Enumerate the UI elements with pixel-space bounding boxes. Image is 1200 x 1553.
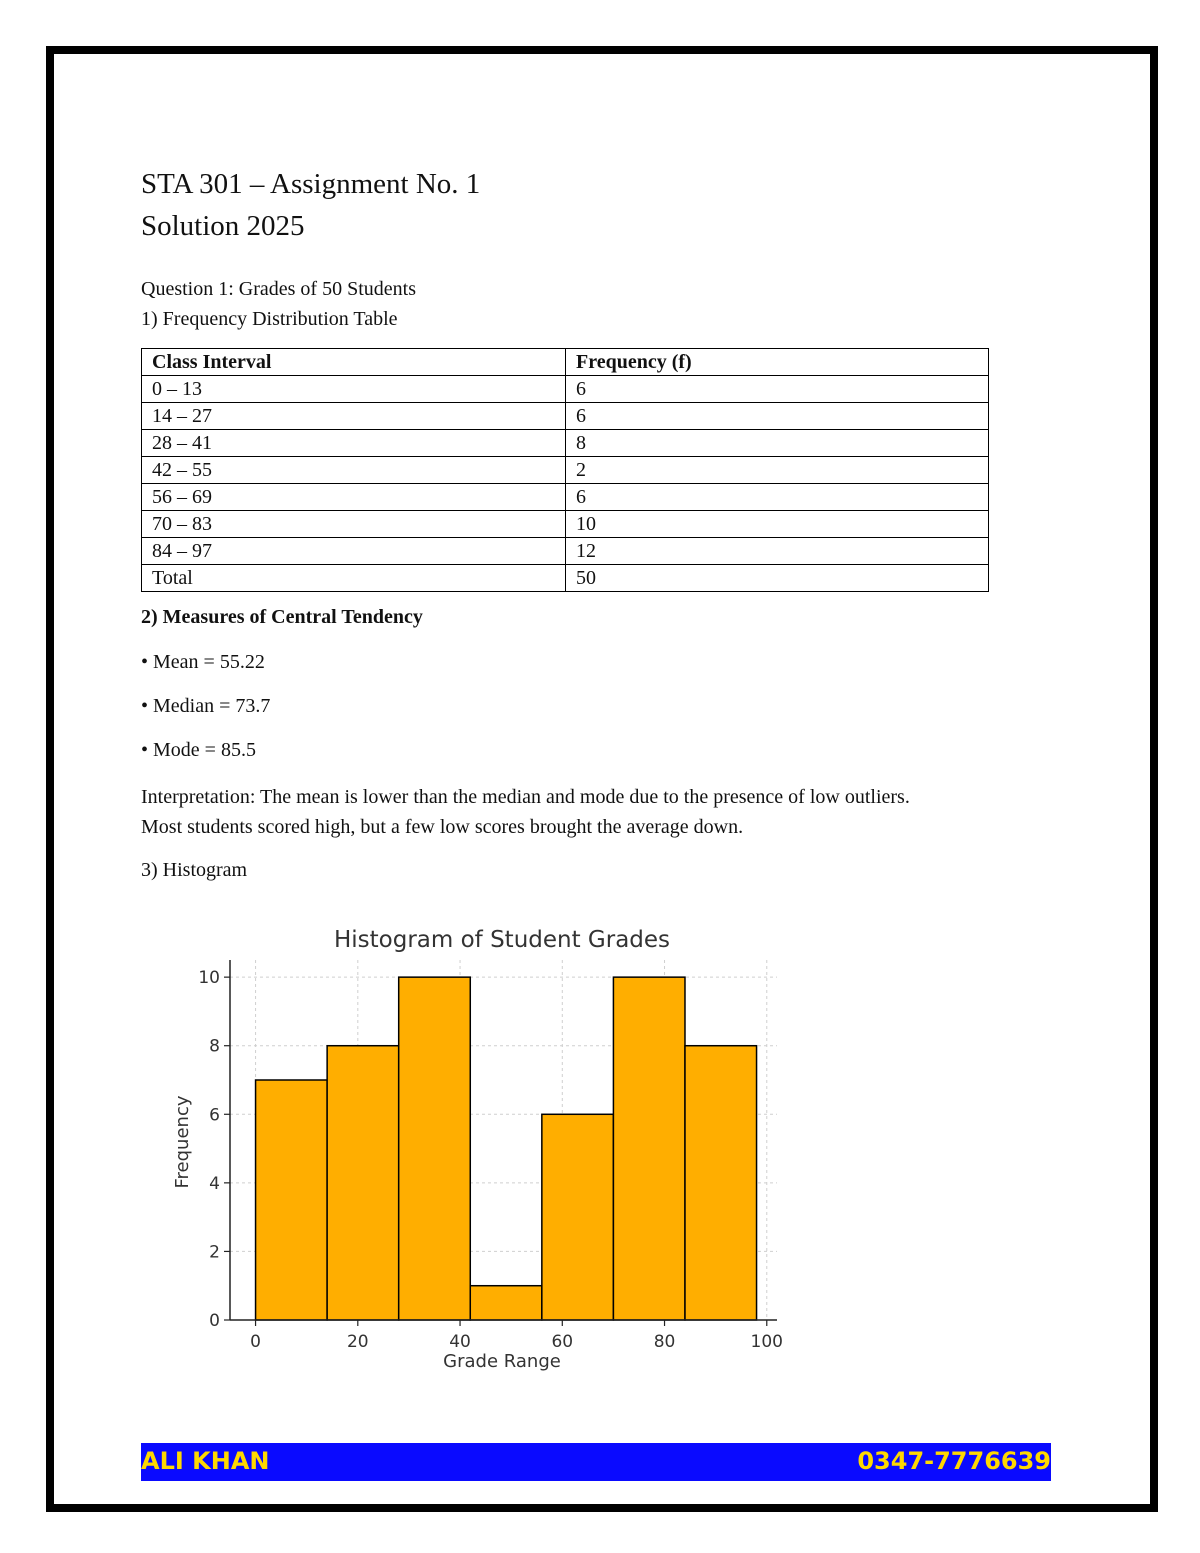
y-axis-label: Frequency	[172, 1095, 193, 1189]
y-tick-label: 4	[209, 1173, 220, 1194]
histogram-bar	[256, 1080, 328, 1320]
chart-title: Histogram of Student Grades	[333, 927, 671, 953]
frequency-cell: 6	[566, 484, 989, 511]
x-tick-label: 20	[346, 1332, 369, 1352]
histogram-bar	[399, 977, 471, 1320]
table-row	[142, 511, 989, 538]
frequency-cell: 8	[566, 430, 989, 457]
footer-banner	[141, 1443, 1051, 1481]
y-tick-label: 2	[209, 1242, 220, 1263]
class-interval-cell: 56 – 69	[142, 484, 566, 511]
class-interval-cell: 0 – 13	[142, 376, 566, 403]
y-tick-label: 6	[209, 1105, 220, 1126]
total-label-cell: Total	[142, 565, 566, 592]
question-heading: Question 1: Grades of 50 Students	[141, 278, 416, 300]
histogram-bar	[542, 1114, 614, 1320]
x-tick-label: 0	[250, 1332, 261, 1352]
y-tick-label: 8	[209, 1036, 220, 1057]
frequency-table	[141, 348, 989, 592]
frequency-cell: 2	[566, 457, 989, 484]
mode-item: • Mode = 85.5	[141, 739, 256, 761]
table-header-row	[142, 349, 989, 376]
table-row	[142, 538, 989, 565]
footer-author-name: ALI KHAN	[141, 1447, 270, 1475]
table-total-row	[142, 565, 989, 592]
total-value-cell: 50	[566, 565, 989, 592]
title-line-2: Solution 2025	[141, 210, 305, 242]
x-tick-label: 80	[653, 1332, 676, 1352]
class-interval-cell: 28 – 41	[142, 430, 566, 457]
y-tick-label: 0	[209, 1311, 220, 1331]
frequency-cell: 6	[566, 376, 989, 403]
table-row	[142, 430, 989, 457]
histogram-bar	[685, 1046, 757, 1320]
class-interval-cell: 84 – 97	[142, 538, 566, 565]
class-interval-cell: 42 – 55	[142, 457, 566, 484]
footer-phone-number: 0347-7776639	[857, 1447, 1051, 1475]
histogram-bars	[256, 977, 757, 1320]
mean-item: • Mean = 55.22	[141, 651, 265, 673]
x-tick-label: 60	[551, 1332, 574, 1352]
histogram-bar	[327, 1046, 399, 1320]
histogram-bar	[613, 977, 685, 1320]
class-interval-cell: 70 – 83	[142, 511, 566, 538]
y-tick-label: 10	[198, 968, 220, 989]
x-axis-label: Grade Range	[443, 1351, 561, 1372]
frequency-cell: 12	[566, 538, 989, 565]
section-3-heading: 3) Histogram	[141, 859, 248, 881]
header-frequency: Frequency (f)	[566, 349, 989, 376]
frequency-cell: 6	[566, 403, 989, 430]
interpretation-line-2: Most students scored high, but a few low scores brought the average down.	[141, 816, 744, 838]
table-row	[142, 403, 989, 430]
table-row	[142, 457, 989, 484]
class-interval-cell: 14 – 27	[142, 403, 566, 430]
histogram-bar	[470, 1286, 542, 1320]
x-tick-label: 40	[449, 1332, 471, 1352]
section-2-heading: 2) Measures of Central Tendency	[141, 606, 423, 628]
frequency-cell: 10	[566, 511, 989, 538]
histogram-chart	[160, 915, 800, 1385]
title-line-1: STA 301 – Assignment No. 1	[141, 168, 481, 200]
x-tick-label: 100	[750, 1332, 784, 1352]
table-row	[142, 376, 989, 403]
header-class-interval: Class Interval	[142, 349, 566, 376]
table-row	[142, 484, 989, 511]
median-item: • Median = 73.7	[141, 695, 271, 717]
interpretation-line-1: Interpretation: The mean is lower than the median and mode due to the presence of low outliers.	[141, 786, 910, 808]
section-1-heading: 1) Frequency Distribution Table	[141, 308, 398, 330]
